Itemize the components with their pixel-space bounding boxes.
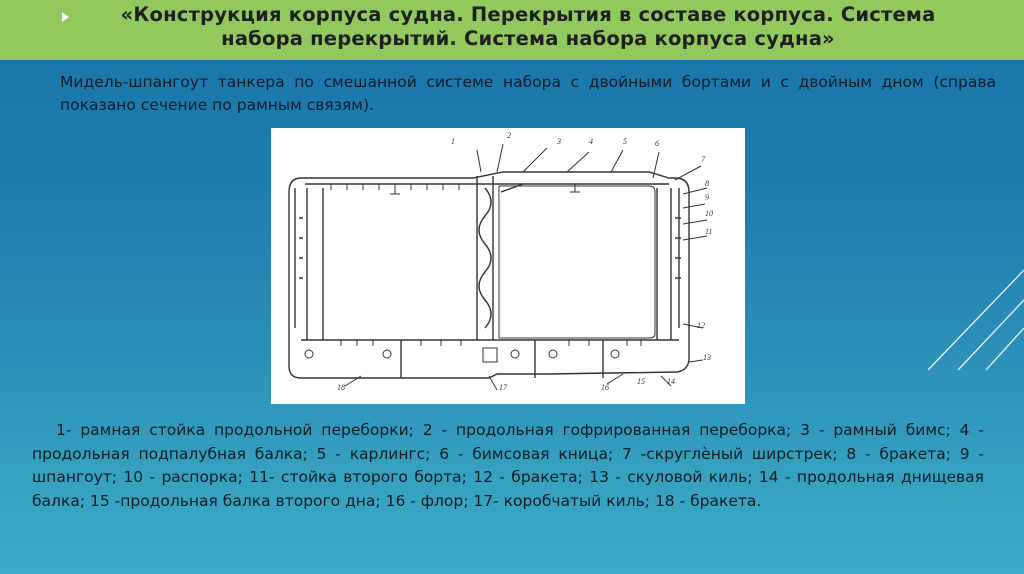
figure-label-7: 7	[701, 155, 705, 164]
legend-item: 4 - продольная подпалубная балка;	[32, 421, 985, 463]
figure-label-5: 5	[623, 137, 627, 146]
figure-label-6: 6	[655, 139, 659, 148]
figure-label-16: 16	[601, 383, 609, 392]
legend-item: 12 - бракета;	[473, 468, 583, 486]
legend-paragraph	[32, 419, 984, 513]
intro-paragraph	[48, 71, 996, 117]
legend-item: 6 - бимсовая кница;	[439, 444, 614, 463]
legend-item: 18 - бракета.	[654, 491, 762, 510]
legend-item: 16 - флор;	[385, 491, 469, 510]
legend-item: 2 - продольная гофрированная переборка;	[422, 421, 792, 439]
figure-label-17: 17	[499, 383, 507, 392]
figure-label-11: 11	[705, 227, 713, 236]
midship-section-drawing	[271, 128, 745, 404]
figure-label-2: 2	[507, 131, 511, 140]
legend-item: 5 - карлингс;	[316, 444, 431, 463]
legend-item: 7 -скруглѐный ширстрек;	[621, 444, 838, 463]
legend-item: 9 - шпангоут;	[32, 444, 984, 486]
figure-label-14: 14	[667, 377, 675, 386]
figure-label-18: 18	[337, 383, 345, 392]
hull-section-svg	[271, 128, 745, 404]
legend-item: 13 - скуловой киль;	[589, 468, 753, 486]
legend-item: 11- стойка второго борта;	[249, 468, 467, 486]
figure-label-13: 13	[703, 353, 711, 362]
legend-item: 14 - продольная днищевая балка;	[32, 468, 984, 510]
legend-item: 1- рамная стойка продольной переборки;	[56, 421, 414, 439]
figure-label-8: 8	[705, 179, 709, 188]
figure-label-12: 12	[697, 321, 705, 330]
figure-label-3: 3	[557, 137, 561, 146]
title-bar	[0, 0, 1024, 60]
legend-item: 15 -продольная балка второго дна;	[89, 491, 381, 510]
figure-label-1: 1	[451, 137, 455, 146]
figure-label-10: 10	[705, 209, 713, 218]
intro-text: Мидель-шпангоут танкера по смешанной системе набора с двойными бортами и с двойным дном (справа показано сечение по рамным связям).	[60, 73, 996, 114]
figure-label-15: 15	[637, 377, 645, 386]
bullet-arrow-icon	[62, 12, 69, 22]
decorative-lines	[928, 230, 1024, 380]
figure-label-9: 9	[705, 193, 709, 202]
figure-label-4: 4	[589, 137, 593, 146]
legend-item: 10 - распорка;	[123, 468, 243, 486]
legend-item: 3 - рамный бимс;	[800, 421, 951, 439]
legend-item: 17- коробчатый киль;	[473, 491, 650, 510]
legend-item: 8 - бракета;	[846, 444, 951, 463]
slide-title: «Конструкция корпуса судна. Перекрытия в составе корпуса. Система набора перекрытий. Система набора корпуса судна»	[120, 3, 936, 50]
